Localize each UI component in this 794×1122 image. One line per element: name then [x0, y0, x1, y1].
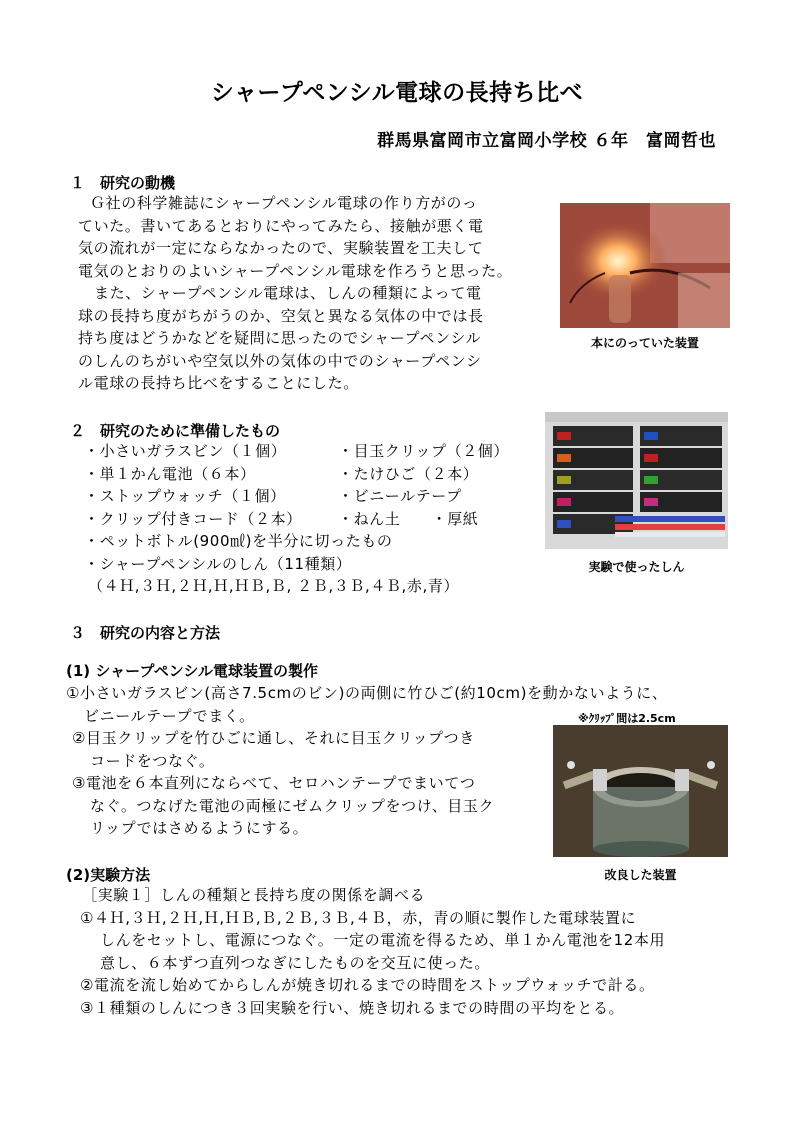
text-line: ②目玉クリップを竹ひごに通し、それに目玉クリップつき	[72, 729, 475, 747]
subsection2-heading: (2)実験方法	[66, 866, 151, 884]
text-line: ③１種類のしんにつき３回実験を行い、焼き切れるまでの時間の平均をとる。	[80, 998, 625, 1017]
material-item: ・クリップ付きコード（２本）	[84, 509, 302, 528]
material-item: ・ビニールテープ	[338, 487, 462, 505]
material-item: ・ペットボトル(900㎖)を半分に切ったもの	[84, 532, 393, 550]
material-item: ・シャープペンシルのしん（11種類）	[84, 554, 352, 573]
material-item: ・ねん土 ・厚紙	[338, 509, 479, 528]
text-line: Ｇ社の科学雑誌にシャープペンシル電球の作り方がのっ	[90, 194, 478, 212]
material-item: （４Ｈ,３Ｈ,２Ｈ,Ｈ,ＨＢ,Ｂ, ２Ｂ,３Ｂ,４Ｂ,赤,青）	[88, 577, 460, 595]
pencil-lead-photo-caption: 実験で使ったしん	[588, 560, 685, 574]
text-line: ②電流を流し始めてからしんが焼き切れるまでの時間をストップウォッチで計る。	[80, 976, 655, 994]
text-line: ①４Ｈ,３Ｈ,２Ｈ,Ｈ,ＨＢ,Ｂ,２Ｂ,３Ｂ,４Ｂ，赤，青の順に製作した電球装置に	[80, 908, 637, 927]
section3-heading: ３ 研究の内容と方法	[70, 624, 221, 642]
text-line: リップではさめるようにする。	[90, 819, 309, 837]
lamp-photo-caption: 本にのっていた装置	[591, 336, 699, 350]
text-line: ビニールテープでまく。	[84, 706, 255, 725]
text-line: しんをセットし、電源につなぐ。一定の電流を得るため、単１かん電池を12本用	[100, 931, 666, 949]
clip-distance-note: ※ｸﾘｯﾌﾟ間は2.5cm	[578, 712, 676, 725]
text-line: コードをつなぐ。	[90, 751, 215, 770]
jar-device-photo	[553, 725, 728, 857]
text-line: 気の流れが一定にならなかったので、実験装置を工夫して	[78, 239, 484, 257]
text-line: ［実験１］しんの種類と長持ち度の関係を調べる	[82, 886, 426, 904]
text-line: 球の長持ち度がちがうのか、空気と異なる気体の中では長	[78, 306, 484, 325]
section2-heading: ２ 研究のために準備したもの	[70, 422, 281, 440]
text-line: 意し、６本ずつ直列つなぎにしたものを交互に使った。	[100, 953, 491, 972]
materials-left	[84, 440, 302, 530]
material-item: ・たけひご（２本）	[338, 464, 479, 483]
text-line: 電気のとおりのよいシャープペンシル電球を作ろうと思った。	[78, 261, 513, 280]
page-title: シャープペンシル電球の長持ち比べ	[210, 80, 584, 106]
subsection1-heading: (1) シャープペンシル電球装置の製作	[66, 662, 318, 680]
pencil-lead-photo	[545, 412, 728, 549]
subsection2-text	[66, 884, 665, 1019]
jar-device-photo-caption: 改良した装置	[604, 868, 677, 882]
text-line: ①小さいガラスビン(高さ7.5cmのビン)の両側に竹ひご(約10cm)を動かないように、	[66, 684, 668, 702]
text-line: また、シャープペンシル電球は、しんの種類によって電	[94, 284, 482, 302]
text-line: ていた。書いてあるとおりにやってみたら、接触が悪く電	[78, 216, 484, 235]
section1-text	[78, 192, 512, 395]
material-item: ・小さいガラスビン（１個）	[84, 442, 287, 460]
author-line: 群馬県富岡市立富岡小学校 ６年 富岡哲也	[377, 131, 716, 151]
text-line: のしんのちがいや空気以外の気体の中でのシャープペンシ	[78, 351, 482, 370]
text-line: なぐ。つなげた電池の両極にゼムクリップをつけ、目玉ク	[90, 796, 495, 815]
material-item: ・単１かん電池（６本）	[84, 464, 256, 483]
lamp-photo	[560, 203, 730, 328]
material-item: ・ストップウォッチ（１個）	[84, 487, 286, 505]
materials-full	[84, 530, 459, 598]
material-item: ・目玉クリップ（２個）	[338, 442, 510, 460]
text-line: ル電球の長持ち比べをすることにした。	[78, 374, 359, 392]
text-line: ③電池を６本直列にならべて、セロハンテープでまいてつ	[72, 774, 476, 792]
text-line: 持ち度はどうかなどを疑問に思ったのでシャープペンシル	[78, 329, 482, 347]
materials-right	[338, 440, 509, 530]
section1-heading: １ 研究の動機	[70, 174, 176, 192]
